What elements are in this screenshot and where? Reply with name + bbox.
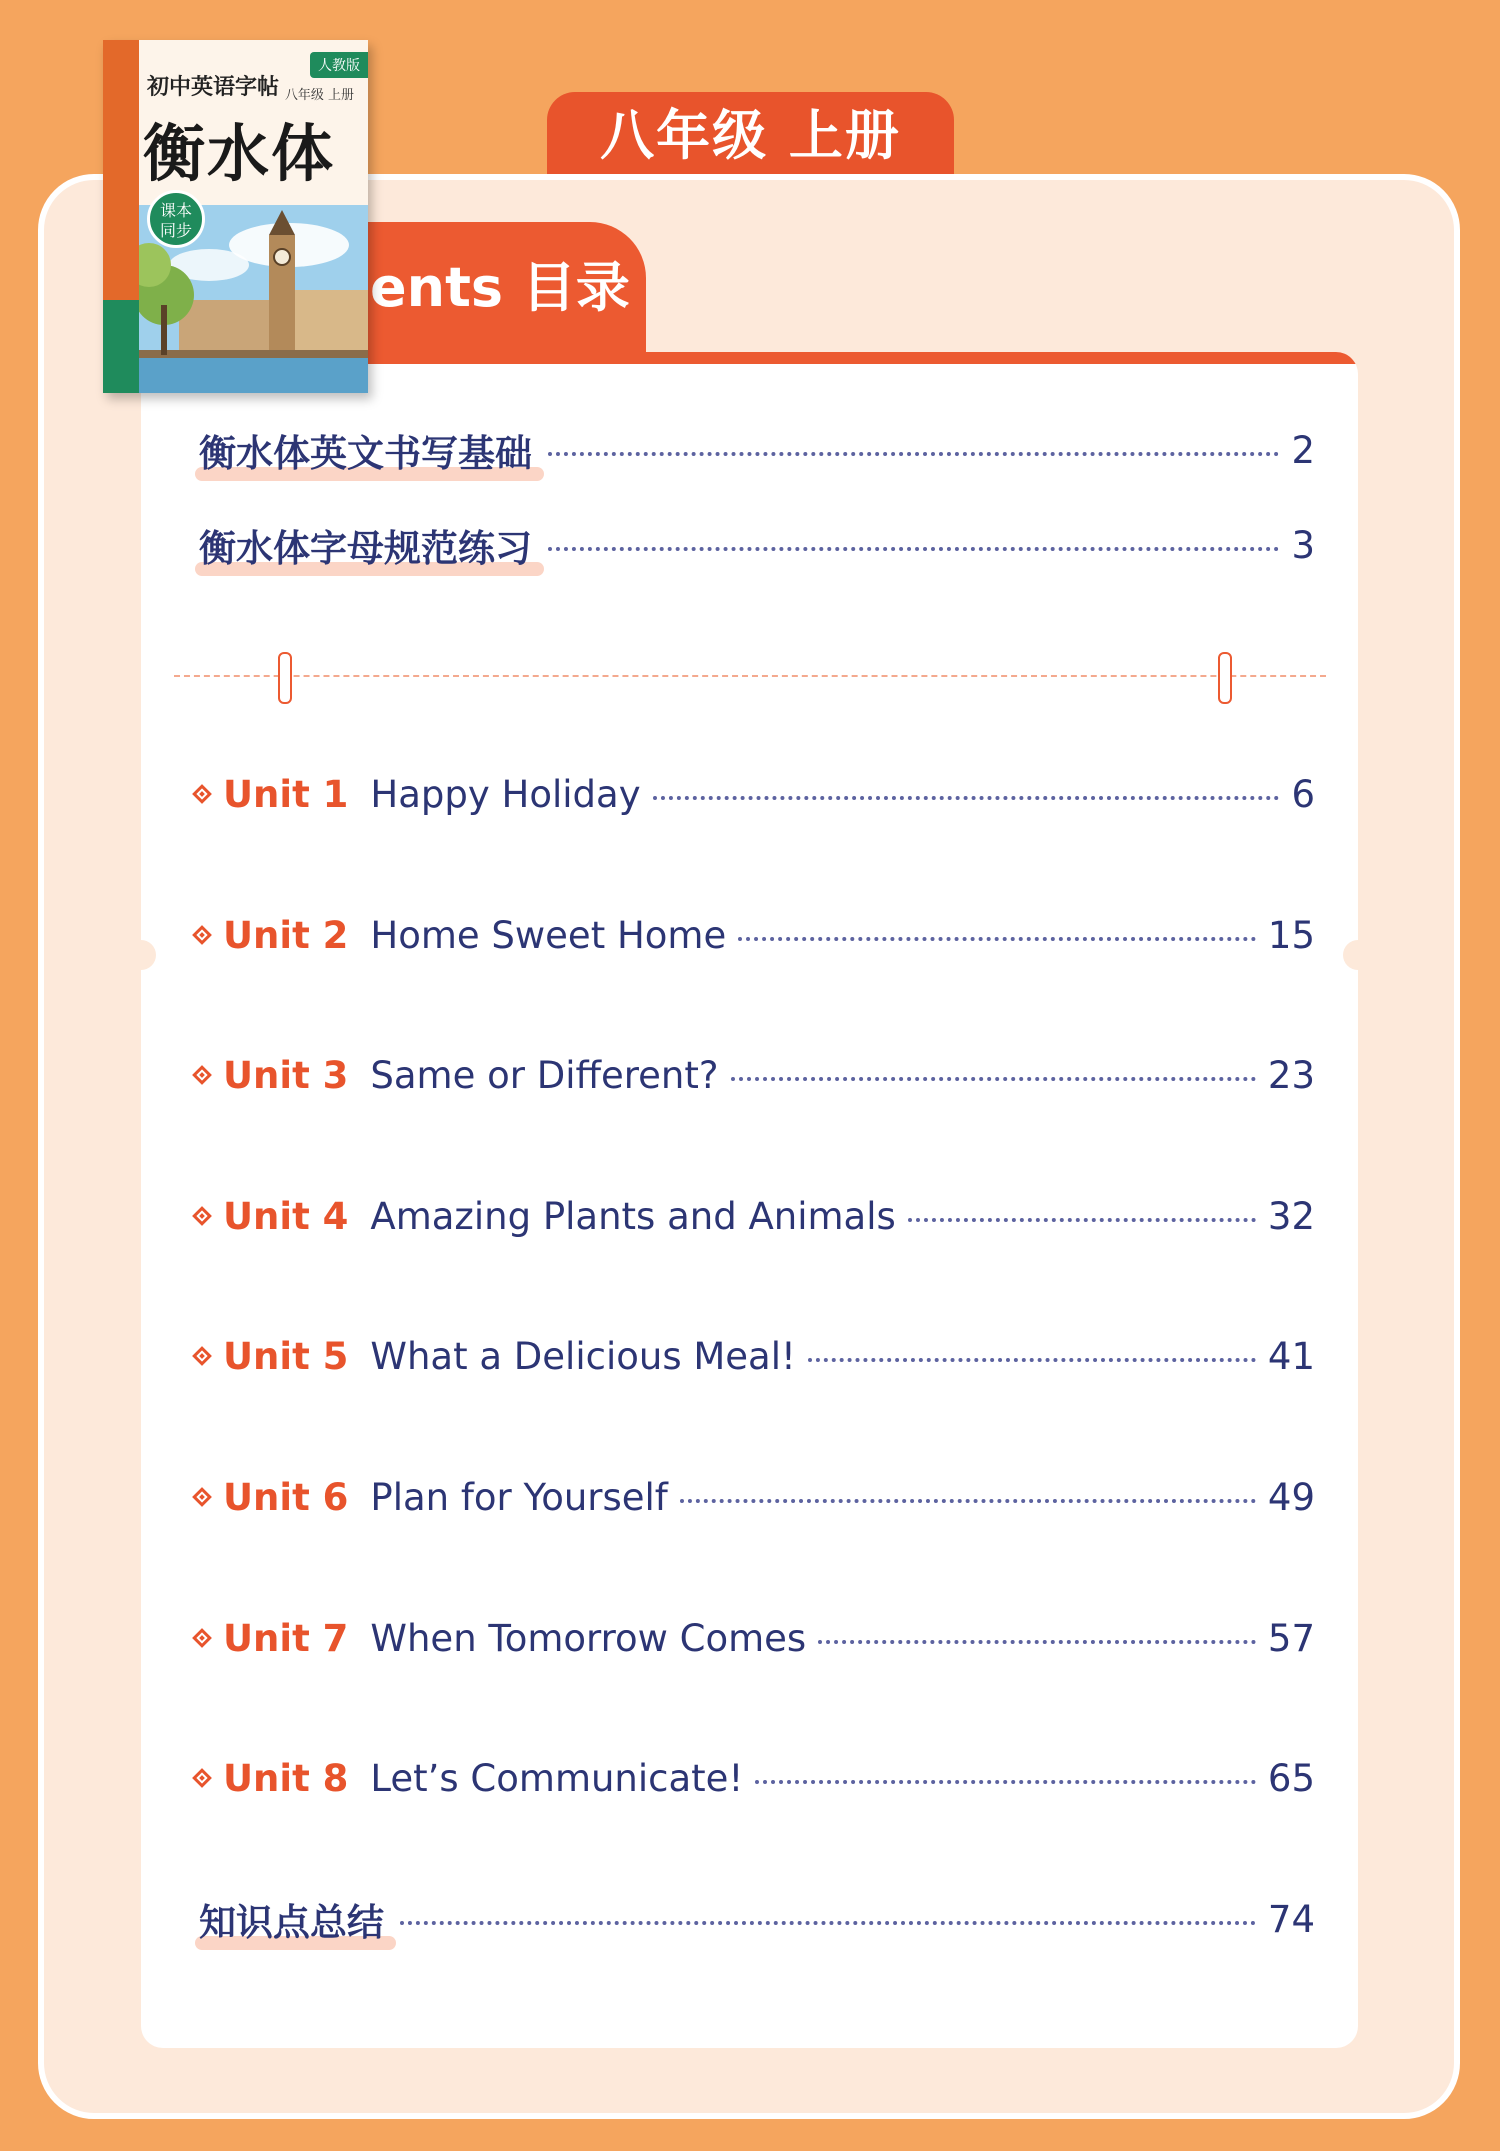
toc-row-unit-2[interactable] [195, 905, 1315, 965]
tear-line-divider [174, 675, 1326, 677]
dot-leader [755, 1780, 1256, 1784]
diamond-bullet-icon [192, 1628, 212, 1648]
dot-leader [808, 1358, 1256, 1362]
diamond-bullet-icon [192, 1487, 212, 1507]
dot-leader [653, 796, 1280, 800]
toc-row-letter-practice[interactable] [195, 515, 1315, 575]
diamond-bullet-icon [192, 1065, 212, 1085]
page-number: 74 [1267, 1897, 1315, 1941]
unit-name: Amazing Plants and Animals [370, 1194, 896, 1238]
toc-row-unit-4[interactable] [195, 1186, 1315, 1246]
unit-label: Unit 2 [223, 913, 349, 957]
unit-label: Unit 4 [223, 1194, 349, 1238]
sticker-line-2: 同步 [159, 221, 192, 240]
toc-title: 衡水体英文书写基础 [195, 432, 536, 475]
dot-leader [818, 1640, 1256, 1644]
diamond-bullet-icon [192, 1768, 212, 1788]
page-number: 57 [1267, 1616, 1315, 1660]
dot-leader [680, 1499, 1256, 1503]
unit-name: Let’s Communicate! [370, 1756, 744, 1800]
sync-sticker [147, 190, 205, 248]
dot-leader [908, 1218, 1256, 1222]
toc-row-unit-7[interactable] [195, 1608, 1315, 1668]
binding-ring-right [1218, 652, 1232, 704]
page-number: 49 [1267, 1475, 1315, 1519]
grade-tab: 八年级 上册 [547, 92, 954, 182]
book-grade-label: 八年级 上册 [284, 88, 354, 103]
page-number: 15 [1267, 913, 1315, 957]
toc-row-unit-5[interactable] [195, 1326, 1315, 1386]
toc-title: 衡水体字母规范练习 [195, 527, 536, 570]
unit-name: Home Sweet Home [370, 913, 727, 957]
unit-label: Unit 8 [223, 1756, 349, 1800]
dot-leader [738, 937, 1256, 941]
unit-name: Same or Different? [370, 1053, 719, 1097]
page-number: 23 [1267, 1053, 1315, 1097]
book-spine-band [103, 300, 139, 393]
unit-label: Unit 5 [223, 1334, 349, 1378]
dot-leader [400, 1921, 1256, 1925]
unit-name: Happy Holiday [370, 772, 641, 816]
page-number: 41 [1267, 1334, 1315, 1378]
unit-label: Unit 1 [223, 772, 349, 816]
unit-label: Unit 6 [223, 1475, 349, 1519]
toc-row-unit-8[interactable] [195, 1748, 1315, 1808]
unit-label: Unit 7 [223, 1616, 349, 1660]
page-number: 6 [1291, 772, 1315, 816]
dot-leader [548, 452, 1279, 456]
page-number: 65 [1267, 1756, 1315, 1800]
toc-row-unit-3[interactable] [195, 1045, 1315, 1105]
book-title: 衡水体 [143, 117, 336, 190]
dot-leader [731, 1077, 1256, 1081]
toc-row-summary[interactable] [195, 1889, 1315, 1949]
unit-name: What a Delicious Meal! [370, 1334, 796, 1378]
diamond-bullet-icon [192, 1206, 212, 1226]
right-notch [1343, 940, 1358, 970]
diamond-bullet-icon [192, 925, 212, 945]
toc-title: 知识点总结 [195, 1901, 388, 1944]
toc-row-unit-6[interactable] [195, 1467, 1315, 1527]
contents-title: ents 目录 [370, 256, 630, 319]
unit-name: Plan for Yourself [370, 1475, 668, 1519]
diamond-bullet-icon [192, 784, 212, 804]
page-number: 3 [1291, 523, 1315, 567]
binding-ring-left [278, 652, 292, 704]
toc-row-unit-1[interactable] [195, 764, 1315, 824]
edition-badge: 人教版 [310, 52, 368, 78]
page-number: 2 [1291, 428, 1315, 472]
book-series-title: 初中英语字帖 [147, 75, 280, 100]
sticker-line-1: 课本 [159, 201, 192, 220]
diamond-bullet-icon [192, 1346, 212, 1366]
unit-label: Unit 3 [223, 1053, 349, 1097]
toc-row-writing-basics[interactable] [195, 420, 1315, 480]
left-notch [141, 940, 156, 970]
unit-name: When Tomorrow Comes [370, 1616, 807, 1660]
dot-leader [548, 547, 1279, 551]
book-cover-image [103, 40, 368, 393]
page-number: 32 [1267, 1194, 1315, 1238]
